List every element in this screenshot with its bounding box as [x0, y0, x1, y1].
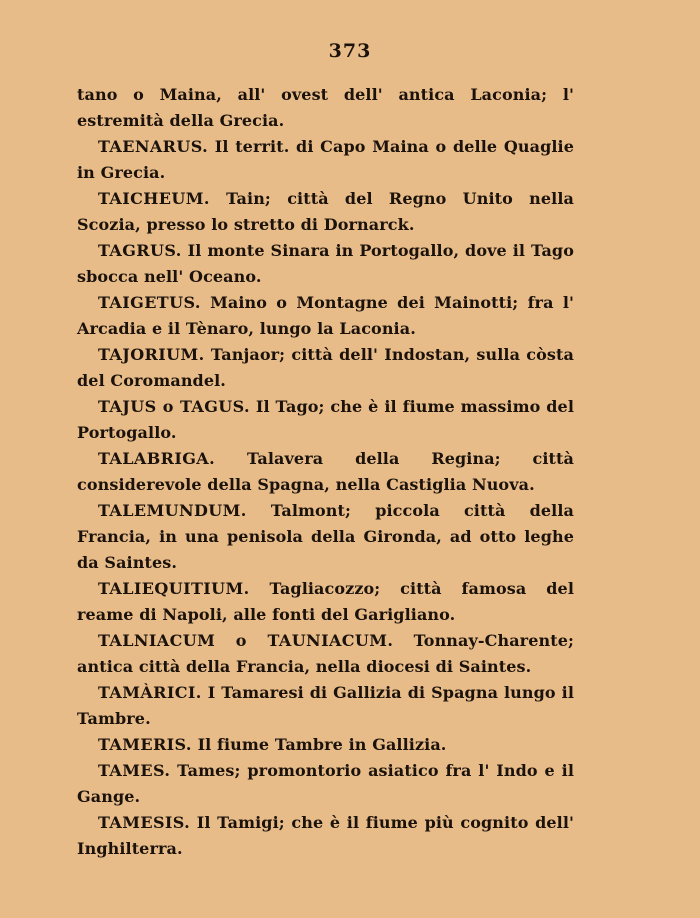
entry-headword: TAENARUS.: [98, 137, 209, 156]
entry-headword: TAGRUS.: [98, 241, 182, 260]
entry-headword: TALABRIGA.: [98, 449, 216, 468]
entry-headword: TAMES.: [98, 761, 171, 780]
dictionary-entry: [77, 810, 574, 862]
dictionary-entry: [77, 238, 574, 290]
dictionary-entry: [77, 680, 574, 732]
entry-headword: TAMÀRICI.: [98, 683, 202, 702]
entry-definition: Il fiume Tambre in Gallizia.: [197, 735, 447, 754]
dictionary-entry: [77, 134, 574, 186]
entry-headword: TALIEQUITIUM.: [98, 579, 250, 598]
entry-definition: Tagliacozzo; città famosa del reame di Napoli, alle fonti del Garigliano.: [77, 579, 574, 624]
entry-definition: Il territ. di Capo Maina o delle Quaglie in Grecia.: [77, 137, 574, 182]
entry-definition: Tames; promontorio asiatico fra l' Indo e il Gange.: [77, 761, 574, 806]
dictionary-entry: [77, 342, 574, 394]
entry-headword: TAJORIUM.: [98, 345, 205, 364]
entry-headword: TAICHEUM.: [98, 189, 210, 208]
dictionary-entry: [77, 628, 574, 680]
entry-definition: Tonnay-Charente; antica città della Francia, nella diocesi di Saintes.: [77, 631, 574, 676]
dictionary-entry: [77, 290, 574, 342]
entry-definition: Talavera della Regina; città considerevole della Spagna, nella Castiglia Nuova.: [77, 449, 575, 494]
entry-definition: Tain; città del Regno Unito nella Scozia, presso lo stretto di Dornarck.: [77, 189, 574, 234]
dictionary-entry: [77, 732, 574, 758]
dictionary-text: [77, 82, 574, 862]
entry-definition: Il Tamigi; che è il fiume più cognito dell' Inghilterra.: [77, 813, 575, 858]
entry-headword: TAMESIS.: [98, 813, 191, 832]
entry-definition: Maino o Montagne dei Mainotti; fra l' Arcadia e il Tènaro, lungo la Laconia.: [77, 293, 574, 338]
entry-headword: TALNIACUM o TAUNIACUM.: [98, 631, 394, 650]
dictionary-entry: [77, 576, 574, 628]
entry-definition: I Tamaresi di Gallizia di Spagna lungo il Tambre.: [77, 683, 575, 728]
entry-definition: Il monte Sinara in Portogallo, dove il Tago sbocca nell' Oceano.: [77, 241, 574, 286]
entry-definition: Tanjaor; città dell' Indostan, sulla còsta del Coromandel.: [77, 345, 574, 390]
dictionary-entry: [77, 758, 574, 810]
entry-headword: TAJUS o TAGUS.: [98, 397, 250, 416]
dictionary-entry: [77, 498, 574, 576]
continuation-text: tano o Maina, all' ovest dell' antica Laconia; l' estremità della Grecia.: [77, 85, 574, 130]
entry-definition: Talmont; piccola città della Francia, in una penisola della Gironda, ad otto leghe da Saintes.: [77, 501, 575, 572]
entry-list: [77, 134, 574, 862]
dictionary-entry: [77, 186, 574, 238]
entry-headword: TAIGETUS.: [98, 293, 201, 312]
page-number: 373: [328, 40, 372, 62]
entry-headword: TALEMUNDUM.: [98, 501, 247, 520]
entry-definition: Il Tago; che è il fiume massimo del Portogallo.: [77, 397, 575, 442]
entry-headword: TAMERIS.: [98, 735, 192, 754]
dictionary-entry: [77, 394, 574, 446]
dictionary-entry: [77, 446, 574, 498]
